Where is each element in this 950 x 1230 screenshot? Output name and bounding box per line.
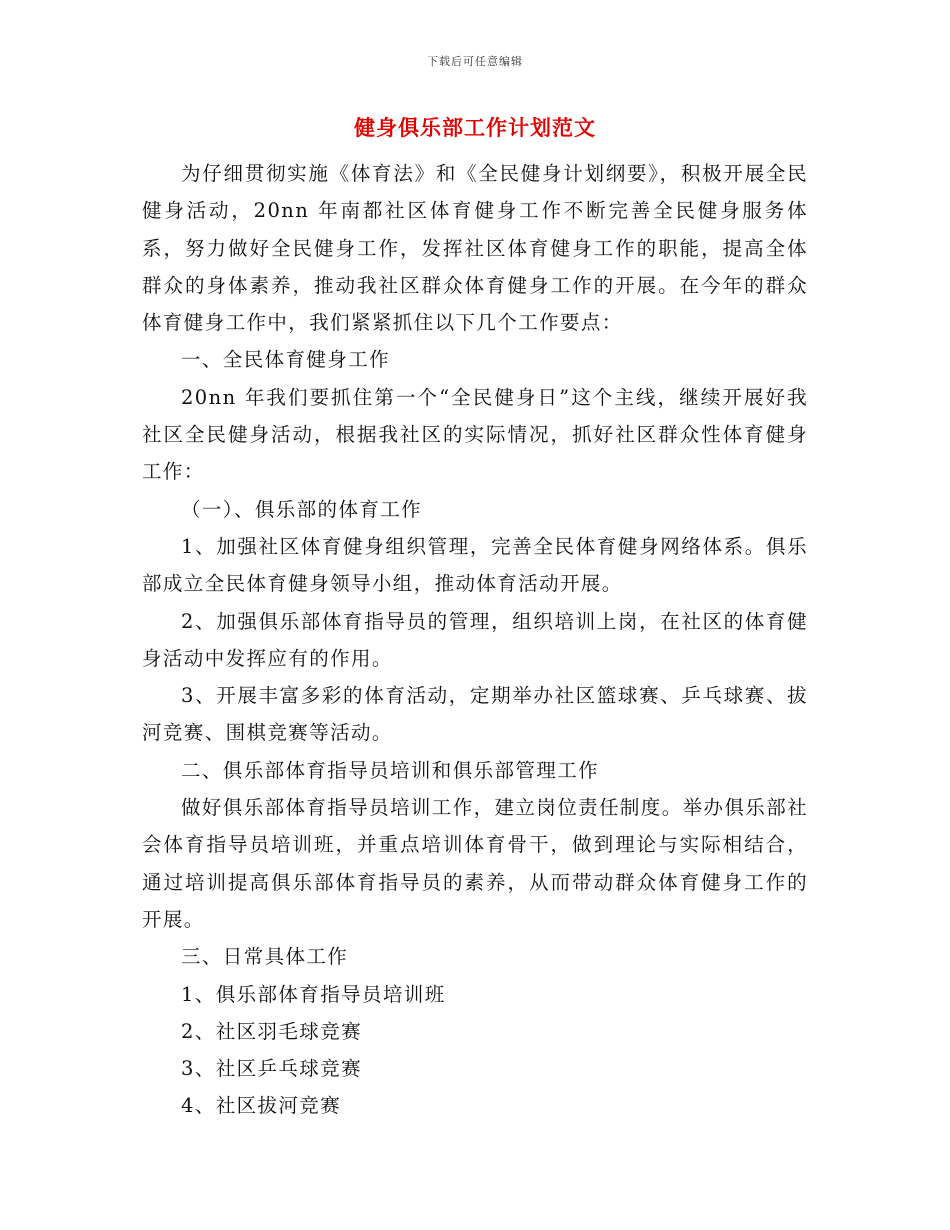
list-item: 4、社区拔河竞赛 (181, 1094, 342, 1118)
list-item: 2、社区羽毛球竞赛 (181, 1019, 363, 1043)
section-heading-1: 一、全民体育健身工作 (181, 348, 391, 372)
section-1-paragraph: 20nn 年我们要抓住第一个“全民健身日”这个主线，继续开展好我社区全民健身活动，根据我社区的实际情况，抓好社区群众性体育健身工作： (142, 385, 808, 484)
section-2-paragraph: 做好俱乐部体育指导员培训工作，建立岗位责任制度。举办俱乐部社会体育指导员培训班，并重点培训体育骨干，做到理论与实际相结合，通过培训提高俱乐部体育指导员的素养，从而带动群众体育健身工作的开展。 (142, 796, 809, 931)
list-item: 2、加强俱乐部体育指导员的管理，组织培训上岗，在社区的体育健身活动中发挥应有的作用。 (142, 609, 808, 670)
document-body (142, 155, 808, 1125)
section-heading-3: 三、日常具体工作 (181, 945, 349, 969)
list-item: 3、开展丰富多彩的体育活动，定期举办社区篮球赛、乒乓球赛、拔河竞赛、围棋竞赛等活动。 (142, 684, 808, 745)
subsection-heading: （一）、俱乐部的体育工作 (181, 497, 423, 521)
download-note: 下载后可任意编辑 (427, 55, 523, 68)
document-title: 健身俱乐部工作计划范文 (354, 115, 596, 140)
intro-paragraph: 为仔细贯彻实施《体育法》和《全民健身计划纲要》，积极开展全民健身活动，20nn 年南都社区体育健身工作不断完善全民健身服务体系，努力做好全民健身工作，发挥社区体育健身工作的职能，提高全体群众的身体素养，推动我社区群众体育健身工作的开展。在今年的群众体育健身工作中，我们紧紧抓住以下几个工作要点： (142, 162, 808, 335)
list-item: 3、社区乒乓球竞赛 (181, 1057, 363, 1081)
list-item: 1、俱乐部体育指导员培训班 (181, 982, 446, 1006)
section-heading-2: 二、俱乐部体育指导员培训和俱乐部管理工作 (181, 758, 600, 782)
list-item: 1、加强社区体育健身组织管理，完善全民体育健身网络体系。俱乐部成立全民体育健身领导小组，推动体育活动开展。 (142, 534, 808, 596)
